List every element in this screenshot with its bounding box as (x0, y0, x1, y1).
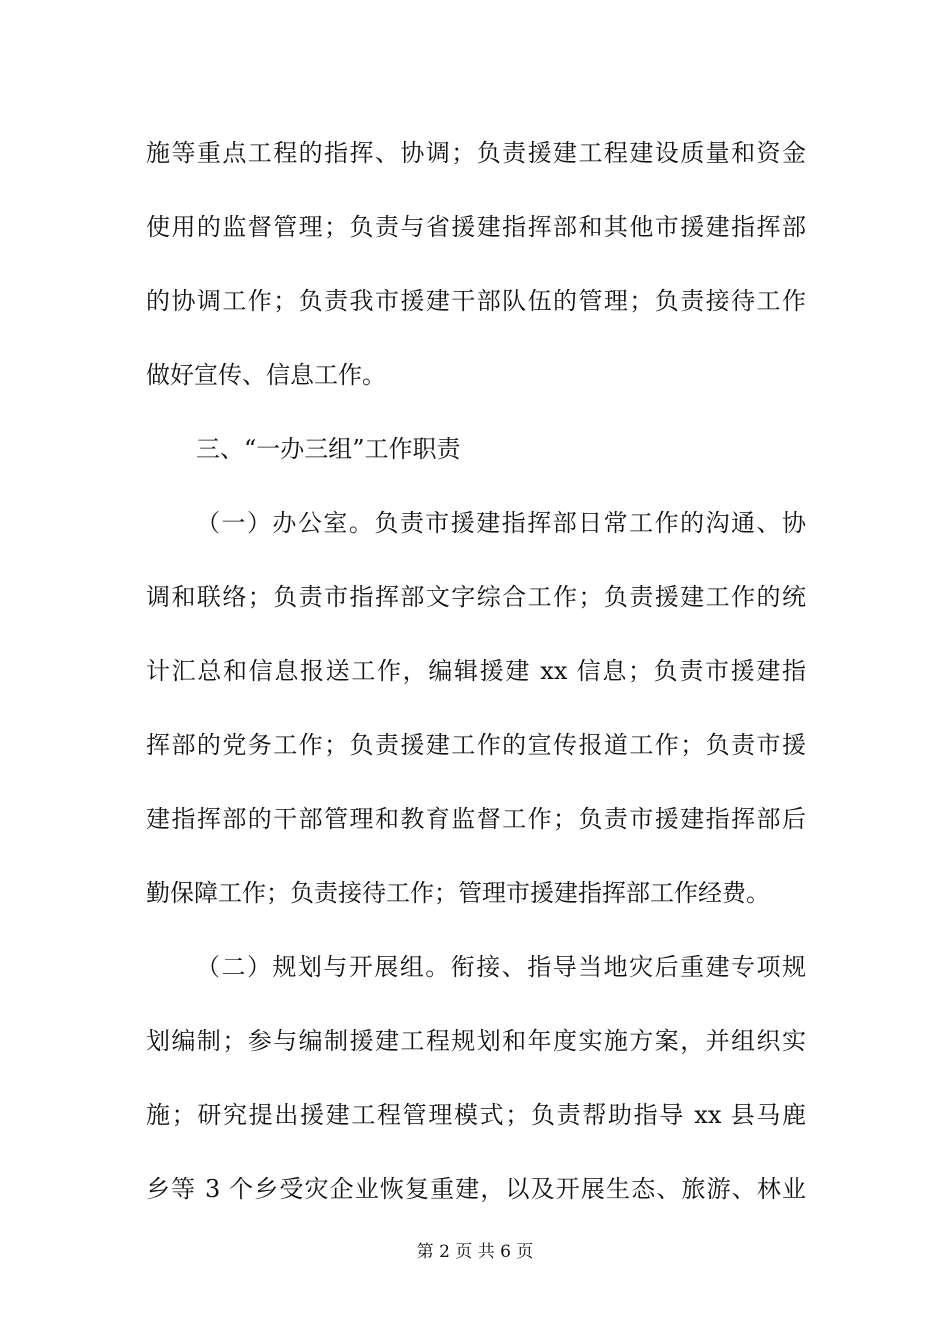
section-heading: 三、“一办三组”工作职责 (196, 435, 461, 463)
text-line: 的协调工作；负责我市援建干部队伍的管理；负责接待工作 (146, 287, 806, 315)
text-line: 施；研究提出援建工程管理模式；负责帮助指导 xx 县马鹿 (146, 1101, 806, 1129)
text-line: （二）规划与开展组。衔接、指导当地灾后重建专项规 (196, 953, 806, 981)
text-line: 施等重点工程的指挥、协调；负责援建工程建设质量和资金 (146, 139, 806, 167)
page-number-footer: 第 2 页 共 6 页 (416, 1242, 534, 1262)
text-line: 挥部的党务工作；负责援建工作的宣传报道工作；负责市援 (146, 731, 806, 759)
text-line: 乡等 3 个乡受灾企业恢复重建，以及开展生态、旅游、林业 (146, 1175, 806, 1203)
text-line: 建指挥部的干部管理和教育监督工作；负责市援建指挥部后 (146, 805, 806, 833)
text-line: 划编制；参与编制援建工程规划和年度实施方案，并组织实 (146, 1027, 806, 1055)
text-line: 计汇总和信息报送工作，编辑援建 xx 信息；负责市援建指 (146, 657, 806, 685)
text-line: 调和联络；负责市指挥部文字综合工作；负责援建工作的统 (146, 583, 806, 611)
text-line: 勤保障工作；负责接待工作；管理市援建指挥部工作经费。 (146, 879, 770, 907)
text-line: 做好宣传、信息工作。 (146, 361, 386, 389)
text-line: 使用的监督管理；负责与省援建指挥部和其他市援建指挥部 (146, 213, 806, 241)
text-line: （一）办公室。负责市援建指挥部日常工作的沟通、协 (196, 509, 806, 537)
